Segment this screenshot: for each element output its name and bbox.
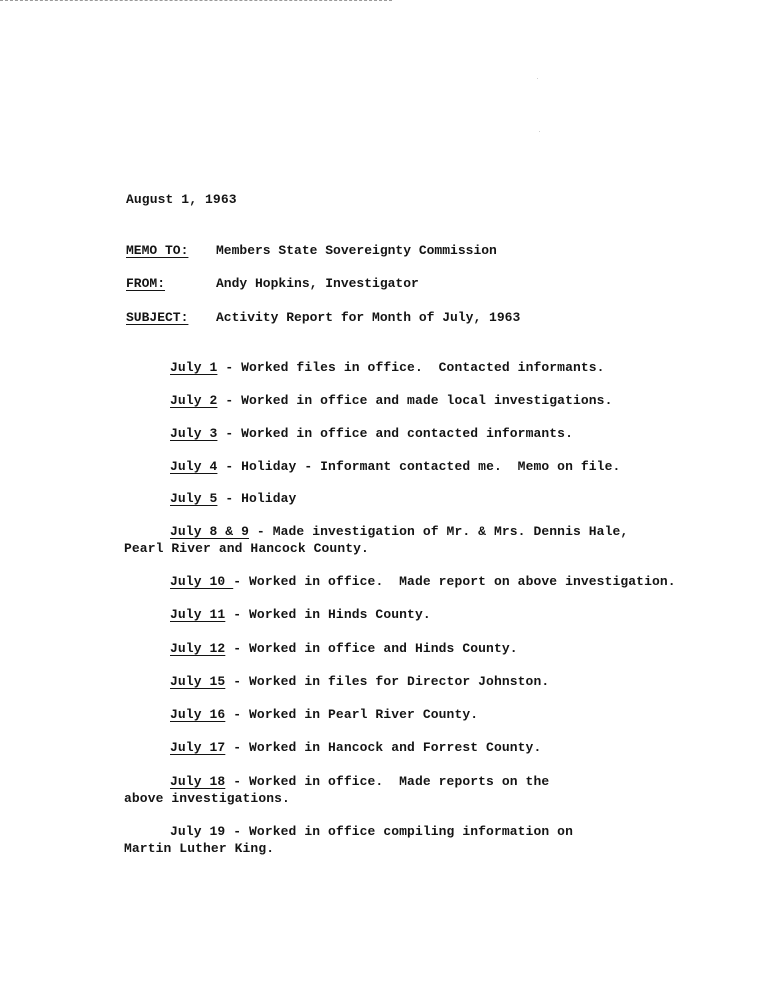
entry-date: July 11 [170,607,226,622]
activity-entry [170,393,613,409]
entry-text: - Worked in office and made local investigations. [217,393,613,408]
entry-text: - Worked in Pearl River County. [225,707,479,722]
entry-text: - Worked in office and contacted informants. [217,426,573,441]
memo-subject-value: Activity Report for Month of July, 1963 [216,310,521,325]
entry-date: July 4 [170,459,218,474]
entry-date: July 1 [170,360,218,375]
scan-speck [539,131,540,132]
scan-speck [537,78,538,79]
entry-text: - Holiday [217,491,297,506]
entry-date: July 2 [170,393,218,408]
memo-date: August 1, 1963 [126,192,237,207]
entry-continuation: Pearl River and Hancock County. [124,541,369,556]
entry-text: - Worked in office compiling information on [225,824,573,839]
activity-entry [170,426,573,442]
activity-entry [170,674,549,690]
entry-text: - Worked in office. Made report on above investigation. [233,574,676,589]
activity-entry [170,360,605,376]
entry-continuation: Martin Luther King. [124,841,275,856]
entry-text: - Worked in files for Director Johnston. [225,674,550,689]
entry-text: - Made investigation of Mr. & Mrs. Dennis Hale, [249,524,629,539]
activity-entry [170,641,518,657]
entry-text: - Worked in Hancock and Forrest County. [225,740,542,755]
entry-date: July 5 [170,491,218,506]
activity-entry [170,707,478,723]
entry-text: - Worked in office and Hinds County. [225,641,518,656]
entry-text: - Holiday - Informant contacted me. Memo on file. [217,459,621,474]
activity-entry [170,524,628,540]
activity-entry [170,607,431,623]
entry-date: July 19 [170,824,226,839]
entry-date: July 17 [170,740,226,755]
entry-date: July 8 & 9 [170,524,250,539]
entry-text: - Worked in office. Made reports on the [225,774,550,789]
activity-entry [170,740,541,756]
memo-to-value: Members State Sovereignty Commission [216,243,497,258]
memo-from-label: FROM: [126,276,166,291]
memo-subject-label: SUBJECT: [126,310,189,325]
entry-date: July 10 [170,574,234,589]
entry-text: - Worked in Hinds County. [225,607,431,622]
activity-entry [170,774,549,790]
entry-continuation: above investigations. [124,791,290,806]
activity-entry [170,491,296,507]
entry-date: July 16 [170,707,226,722]
memo-to-label: MEMO TO: [126,243,189,258]
memo-from-value: Andy Hopkins, Investigator [216,276,419,291]
activity-entry [170,574,676,590]
activity-entry [170,824,573,840]
entry-date: July 12 [170,641,226,656]
entry-text: - Worked files in office. Contacted informants. [217,360,605,375]
entry-date: July 15 [170,674,226,689]
activity-entry [170,459,620,475]
entry-date: July 3 [170,426,218,441]
entry-date: July 18 [170,774,226,789]
